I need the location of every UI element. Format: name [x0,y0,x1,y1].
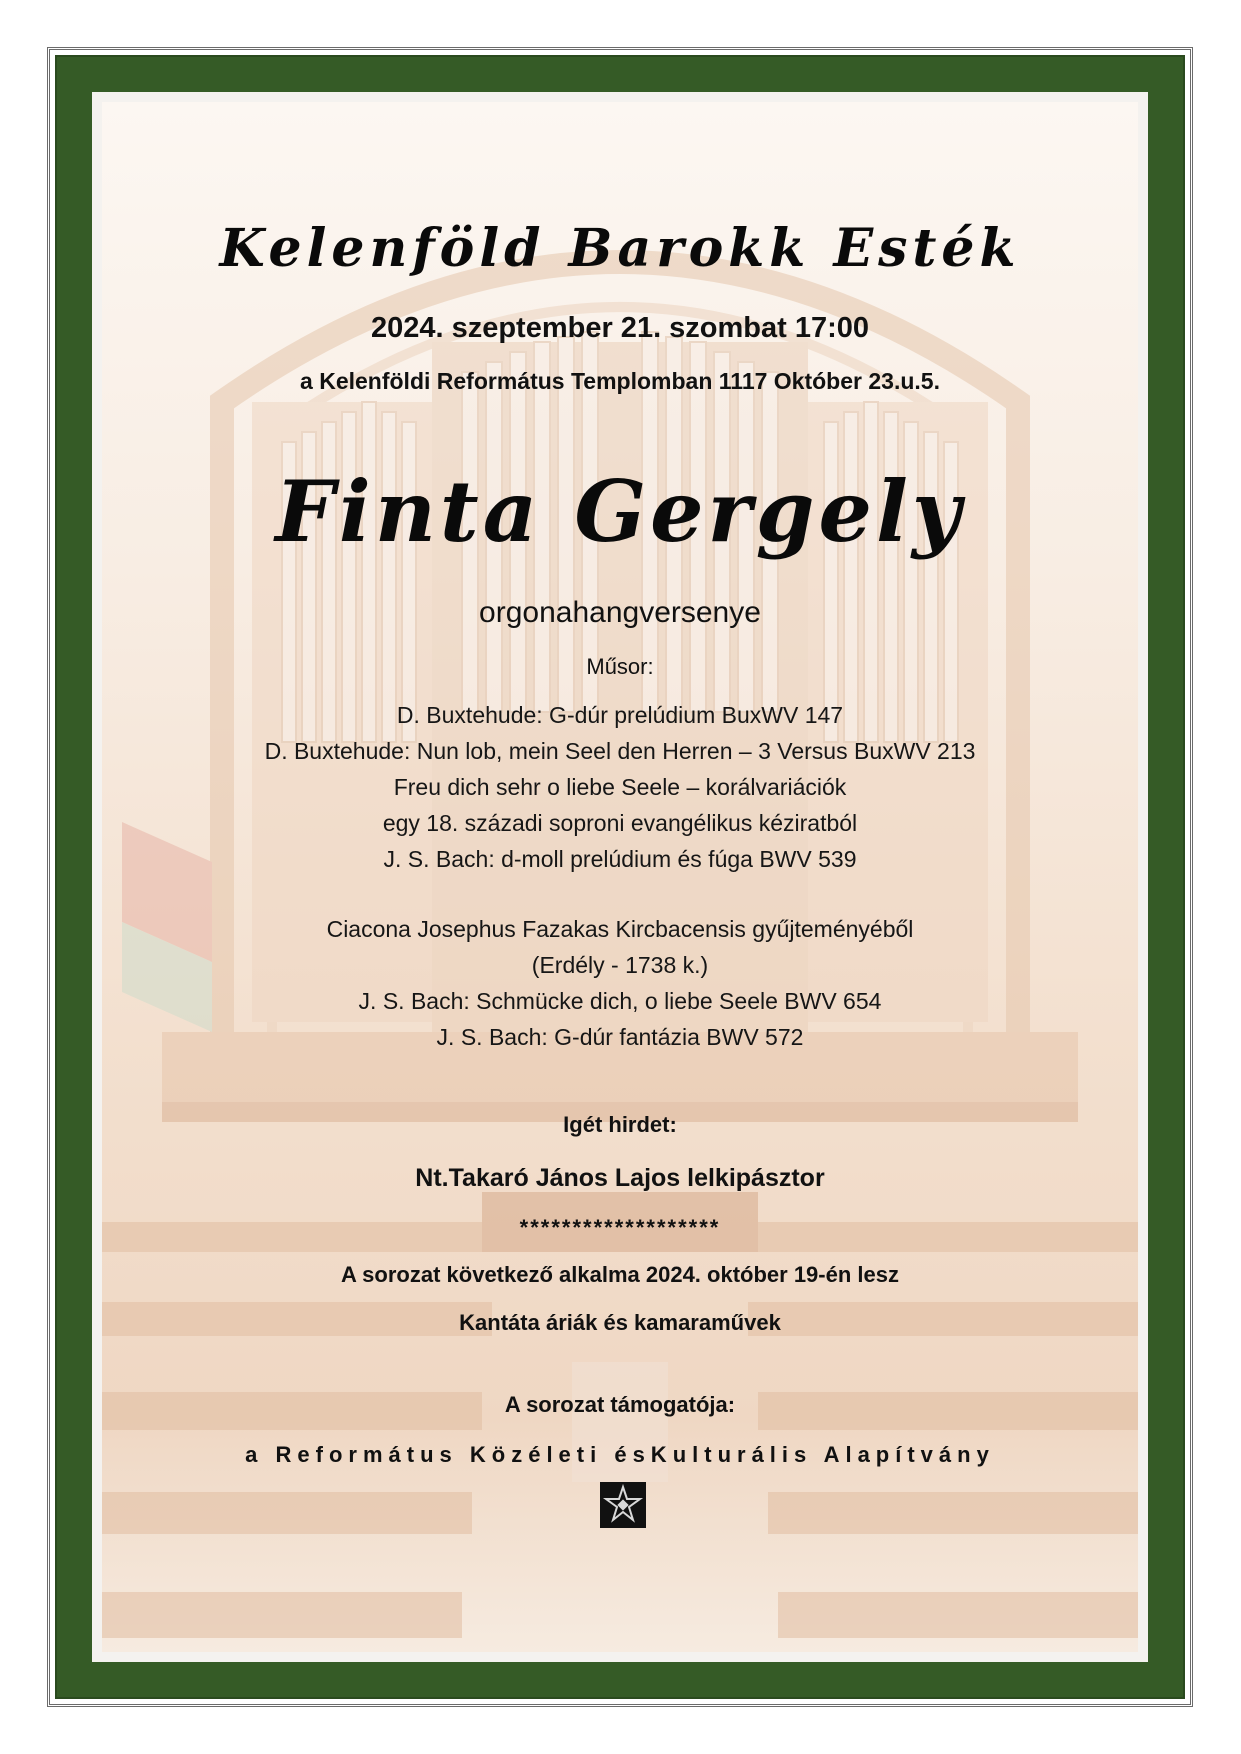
event-venue: a Kelenföldi Református Templomban 1117 Október 23.u.5. [300,368,940,394]
program-item: J. S. Bach: G-dúr fantázia BWV 572 [436,1024,804,1050]
program-item: egy 18. századi soproni evangélikus kéziratból [382,810,858,836]
program-item: D. Buxtehude: G-dúr prelúdium BuxWV 147 [396,702,844,728]
sponsor-label: A sorozat támogatója: [504,1392,736,1417]
program-item: (Erdély - 1738 k.) [531,952,709,978]
sponsor-name: a Református Közéleti ésKulturális Alapítvány [245,1442,995,1467]
program-item: J. S. Bach: d-moll prelúdium és fúga BWV 539 [383,846,857,872]
separator-stars: ******************* [519,1215,721,1240]
program-item: J. S. Bach: Schmücke dich, o liebe Seele BWV 654 [358,988,882,1014]
performer-subtitle: orgonahangversenye [479,596,761,629]
next-event-text: A sorozat következő alkalma 2024. október 19-én lesz [341,1262,899,1287]
event-date: 2024. szeptember 21. szombat 17:00 [370,312,870,344]
performer-name: Finta Gergely [275,462,965,561]
program-heading: Műsor: [586,654,654,679]
next-event-subtitle: Kantáta áriák és kamaraművek [459,1310,781,1335]
program-item: D. Buxtehude: Nun lob, mein Seel den Herren – 3 Versus BuxWV 213 [264,738,976,764]
preacher-name: Nt.Takaró János Lajos lelkipásztor [415,1164,825,1192]
preacher-label: Igét hirdet: [563,1112,677,1137]
star-emblem-icon [600,1482,646,1528]
program-item: Freu dich sehr o liebe Seele – korálvariációk [393,774,847,800]
poster-body [102,102,1138,1652]
program-item: Ciacona Josephus Fazakas Kircbacensis gyűjteményéből [326,916,914,942]
series-title: Kelenföld Barokk Esték [219,218,1021,279]
